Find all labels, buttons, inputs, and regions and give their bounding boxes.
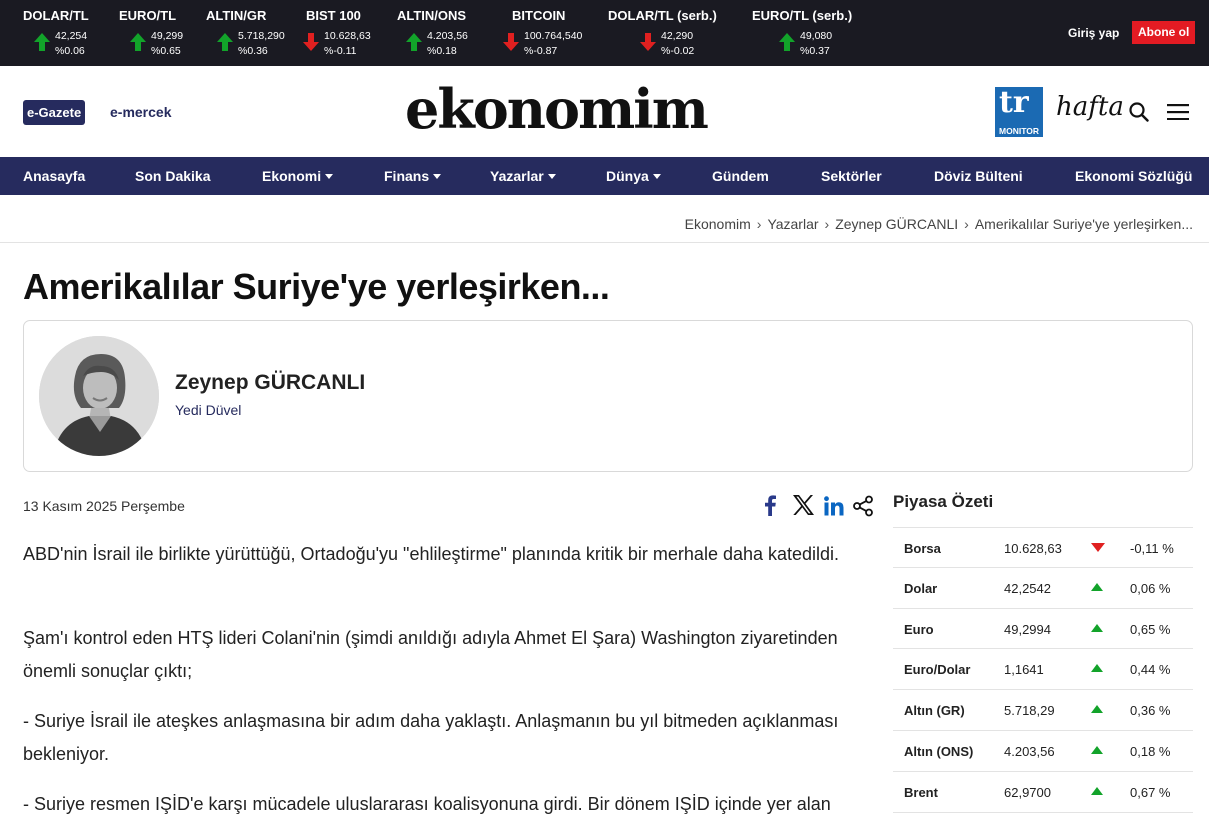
share-icon[interactable] bbox=[852, 495, 874, 522]
hamburger-menu-icon[interactable] bbox=[1167, 104, 1189, 120]
market-row-altin-gr[interactable] bbox=[893, 690, 1193, 731]
market-row-change: 0,44 % bbox=[1130, 662, 1171, 678]
ticker-name: DOLAR/TL bbox=[23, 8, 89, 23]
caret-down-icon bbox=[433, 174, 441, 179]
breadcrumb-link-ekonomim[interactable]: Ekonomim bbox=[684, 216, 751, 232]
article-paragraph: ABD'nin İsrail ile birlikte yürüttüğü, Ortadoğu'yu "ehlileştirme" planında kritik bir merhale daha katedildi. bbox=[23, 544, 840, 564]
triangle-down-icon bbox=[1091, 543, 1105, 552]
market-row-value: 42,2542 bbox=[1004, 580, 1051, 596]
market-row-dolar[interactable] bbox=[893, 568, 1193, 609]
ticker-name: EURO/TL bbox=[119, 8, 177, 23]
ticker-item-euro-tl[interactable] bbox=[119, 8, 184, 57]
ticker-change: %0.36 bbox=[238, 45, 268, 57]
ticker-item-euro-tl-serbest[interactable] bbox=[752, 8, 853, 57]
article-paragraph: Şam'ı kontrol eden HTŞ lideri Colani'nin (şimdi anıldığı adıyla Ahmet El Şara) Washington ziyaretinden önemli sonuçlar çıktı; bbox=[23, 628, 838, 681]
market-row-name: Brent bbox=[904, 784, 938, 800]
nav-item-label: Son Dakika bbox=[135, 168, 211, 184]
author-column-name[interactable]: Yedi Düvel bbox=[175, 402, 242, 418]
chevron-right-icon: › bbox=[824, 216, 830, 232]
market-summary-title: Piyasa Özeti bbox=[893, 492, 994, 511]
caret-down-icon bbox=[548, 174, 556, 179]
arrow-up-icon bbox=[216, 32, 234, 52]
ticker-change: %0.06 bbox=[55, 45, 85, 57]
market-row-borsa[interactable] bbox=[893, 527, 1193, 568]
market-row-name: Euro/Dolar bbox=[904, 662, 971, 678]
arrow-up-icon bbox=[778, 32, 796, 52]
hafta-logo[interactable]: hafta bbox=[1056, 92, 1124, 122]
nav-item-sektorler[interactable] bbox=[821, 168, 882, 184]
arrow-up-icon bbox=[33, 32, 51, 52]
arrow-down-icon bbox=[639, 32, 657, 52]
divider bbox=[0, 242, 1209, 243]
market-row-name: Altın (GR) bbox=[904, 703, 965, 719]
ticker-value: 42,290 bbox=[661, 30, 694, 42]
market-row-name: Borsa bbox=[904, 541, 941, 556]
tr-monitor-logo-mark: tr bbox=[999, 85, 1029, 120]
ticker-value: 42,254 bbox=[55, 30, 88, 42]
triangle-up-icon bbox=[1091, 746, 1103, 754]
nav-item-label: Gündem bbox=[712, 168, 769, 184]
chevron-right-icon: › bbox=[756, 216, 762, 232]
share-bar bbox=[760, 494, 875, 518]
ticker-value: 5.718,290 bbox=[238, 30, 285, 42]
market-row-change: 0,06 % bbox=[1130, 580, 1171, 596]
ticker-name: ALTIN/ONS bbox=[397, 8, 467, 23]
nav-item-label: Ekonomi Sözlüğü bbox=[1075, 168, 1193, 184]
author-card[interactable] bbox=[23, 320, 1193, 472]
author-avatar[interactable] bbox=[39, 336, 159, 456]
market-row-value: 49,2994 bbox=[1004, 621, 1051, 637]
linkedin-icon[interactable] bbox=[824, 496, 844, 521]
triangle-up-icon bbox=[1091, 705, 1103, 713]
nav-item-dunya[interactable] bbox=[606, 168, 661, 184]
market-row-euro-dolar[interactable] bbox=[893, 649, 1193, 690]
ticker-name: BIST 100 bbox=[306, 8, 361, 23]
breadcrumb-link-yazarlar[interactable]: Yazarlar bbox=[767, 216, 819, 232]
nav-item-label: Döviz Bülteni bbox=[934, 168, 1023, 184]
market-row-change: -0,11 % bbox=[1130, 541, 1174, 556]
subscribe-button[interactable]: Abone ol bbox=[1132, 21, 1195, 44]
ticker-change: %0.65 bbox=[151, 45, 181, 57]
arrow-down-icon bbox=[302, 32, 320, 52]
ticker-change: %0.37 bbox=[800, 45, 830, 57]
triangle-up-icon bbox=[1091, 583, 1103, 591]
nav-item-yazarlar[interactable] bbox=[490, 168, 556, 184]
triangle-up-icon bbox=[1091, 787, 1103, 795]
e-gazete-button[interactable]: e-Gazete bbox=[23, 100, 85, 125]
market-row-name: Altın (ONS) bbox=[904, 743, 974, 759]
search-icon[interactable] bbox=[1128, 101, 1150, 123]
facebook-icon[interactable] bbox=[762, 494, 778, 521]
market-row-name: Euro bbox=[904, 621, 934, 637]
market-row-euro[interactable] bbox=[893, 609, 1193, 650]
caret-down-icon bbox=[653, 174, 661, 179]
nav-item-label: Ekonomi bbox=[262, 168, 322, 184]
tr-monitor-logo-text: MONITOR bbox=[999, 126, 1039, 136]
nav-item-gundem[interactable] bbox=[712, 168, 769, 184]
market-ticker-bar bbox=[0, 0, 1209, 66]
ticker-item-dolar-tl-serbest[interactable] bbox=[608, 8, 717, 57]
market-row-brent[interactable] bbox=[893, 772, 1193, 813]
login-link[interactable]: Giriş yap bbox=[1068, 26, 1120, 40]
main-navigation bbox=[0, 157, 1209, 195]
breadcrumb bbox=[685, 216, 1193, 232]
market-row-altin-ons[interactable] bbox=[893, 731, 1193, 772]
page-title: Amerikalılar Suriye'ye yerleşirken... bbox=[23, 266, 610, 307]
ticker-change: %-0.02 bbox=[661, 45, 695, 57]
chevron-right-icon: › bbox=[964, 216, 969, 232]
ticker-change: %0.18 bbox=[427, 45, 457, 57]
arrow-down-icon bbox=[502, 32, 520, 52]
arrow-up-icon bbox=[129, 32, 147, 52]
market-row-value: 62,9700 bbox=[1004, 784, 1051, 800]
nav-item-label: Yazarlar bbox=[490, 168, 544, 184]
ticker-change: %-0.87 bbox=[524, 45, 558, 57]
author-name[interactable]: Zeynep GÜRCANLI bbox=[175, 371, 366, 394]
ticker-item-dolar-tl[interactable] bbox=[23, 8, 89, 57]
ticker-item-bist-100[interactable] bbox=[306, 8, 371, 57]
ticker-value: 49,299 bbox=[151, 30, 184, 42]
ticker-item-altin-gr[interactable] bbox=[206, 8, 285, 57]
market-row-value: 4.203,56 bbox=[1004, 743, 1055, 759]
ticker-value: 100.764,540 bbox=[524, 30, 583, 42]
nav-item-anasayfa[interactable] bbox=[23, 168, 85, 184]
tr-monitor-logo[interactable] bbox=[995, 87, 1043, 137]
x-twitter-icon[interactable] bbox=[792, 495, 814, 520]
article-paragraph: - Suriye İsrail ile ateşkes anlaşmasına bir adım daha yaklaştı. Anlaşmanın bu yıl bitmeden açıklanması bekleniyor. bbox=[23, 711, 839, 764]
e-mercek-link[interactable]: e-mercek bbox=[110, 104, 172, 120]
market-row-change: 0,67 % bbox=[1130, 784, 1171, 800]
ticker-item-bitcoin[interactable] bbox=[512, 8, 583, 57]
article-paragraph: - Suriye resmen IŞİD'e karşı mücadele uluslararası koalisyonuna girdi. Bir dönem IŞİD içinde yer alan bbox=[23, 794, 831, 814]
breadcrumb-link-author[interactable]: Zeynep GÜRCANLI bbox=[835, 216, 959, 232]
ticker-item-altin-ons[interactable] bbox=[397, 8, 468, 57]
caret-down-icon bbox=[325, 174, 333, 179]
site-logo[interactable]: ekonomim bbox=[405, 77, 707, 141]
ticker-change: %-0.11 bbox=[324, 45, 357, 57]
nav-item-label: Anasayfa bbox=[23, 168, 86, 184]
nav-item-doviz-bulteni[interactable] bbox=[934, 168, 1023, 184]
nav-item-finans[interactable] bbox=[384, 168, 441, 184]
article-date: 13 Kasım 2025 Perşembe bbox=[23, 498, 185, 514]
nav-item-label: Sektörler bbox=[821, 168, 882, 184]
ticker-value: 49,080 bbox=[800, 30, 833, 42]
ticker-name: DOLAR/TL (serb.) bbox=[608, 8, 717, 23]
market-row-value: 10.628,63 bbox=[1004, 541, 1062, 556]
market-row-change: 0,18 % bbox=[1130, 743, 1171, 759]
market-row-value: 1,1641 bbox=[1004, 662, 1044, 678]
ticker-name: EURO/TL (serb.) bbox=[752, 8, 853, 23]
market-row-change: 0,65 % bbox=[1130, 621, 1171, 637]
nav-item-ekonomi-sozlugu[interactable] bbox=[1075, 168, 1192, 184]
nav-item-son-dakika[interactable] bbox=[135, 168, 210, 184]
market-row-change: 0,36 % bbox=[1130, 703, 1171, 719]
market-row-name: Dolar bbox=[904, 580, 938, 596]
ticker-name: ALTIN/GR bbox=[206, 8, 267, 23]
ticker-name: BITCOIN bbox=[512, 8, 566, 23]
nav-item-ekonomi[interactable] bbox=[262, 168, 333, 184]
nav-item-label: Finans bbox=[384, 168, 430, 184]
triangle-up-icon bbox=[1091, 664, 1103, 672]
market-row-value: 5.718,29 bbox=[1004, 703, 1055, 719]
ticker-value: 4.203,56 bbox=[427, 30, 468, 42]
market-summary-table bbox=[893, 527, 1193, 813]
triangle-up-icon bbox=[1091, 624, 1103, 632]
breadcrumb-current: Amerikalılar Suriye'ye yerleşirken... bbox=[974, 216, 1193, 232]
author-portrait-image bbox=[39, 336, 159, 456]
arrow-up-icon bbox=[405, 32, 423, 52]
ticker-value: 10.628,63 bbox=[324, 30, 371, 42]
nav-item-label: Dünya bbox=[606, 168, 649, 184]
